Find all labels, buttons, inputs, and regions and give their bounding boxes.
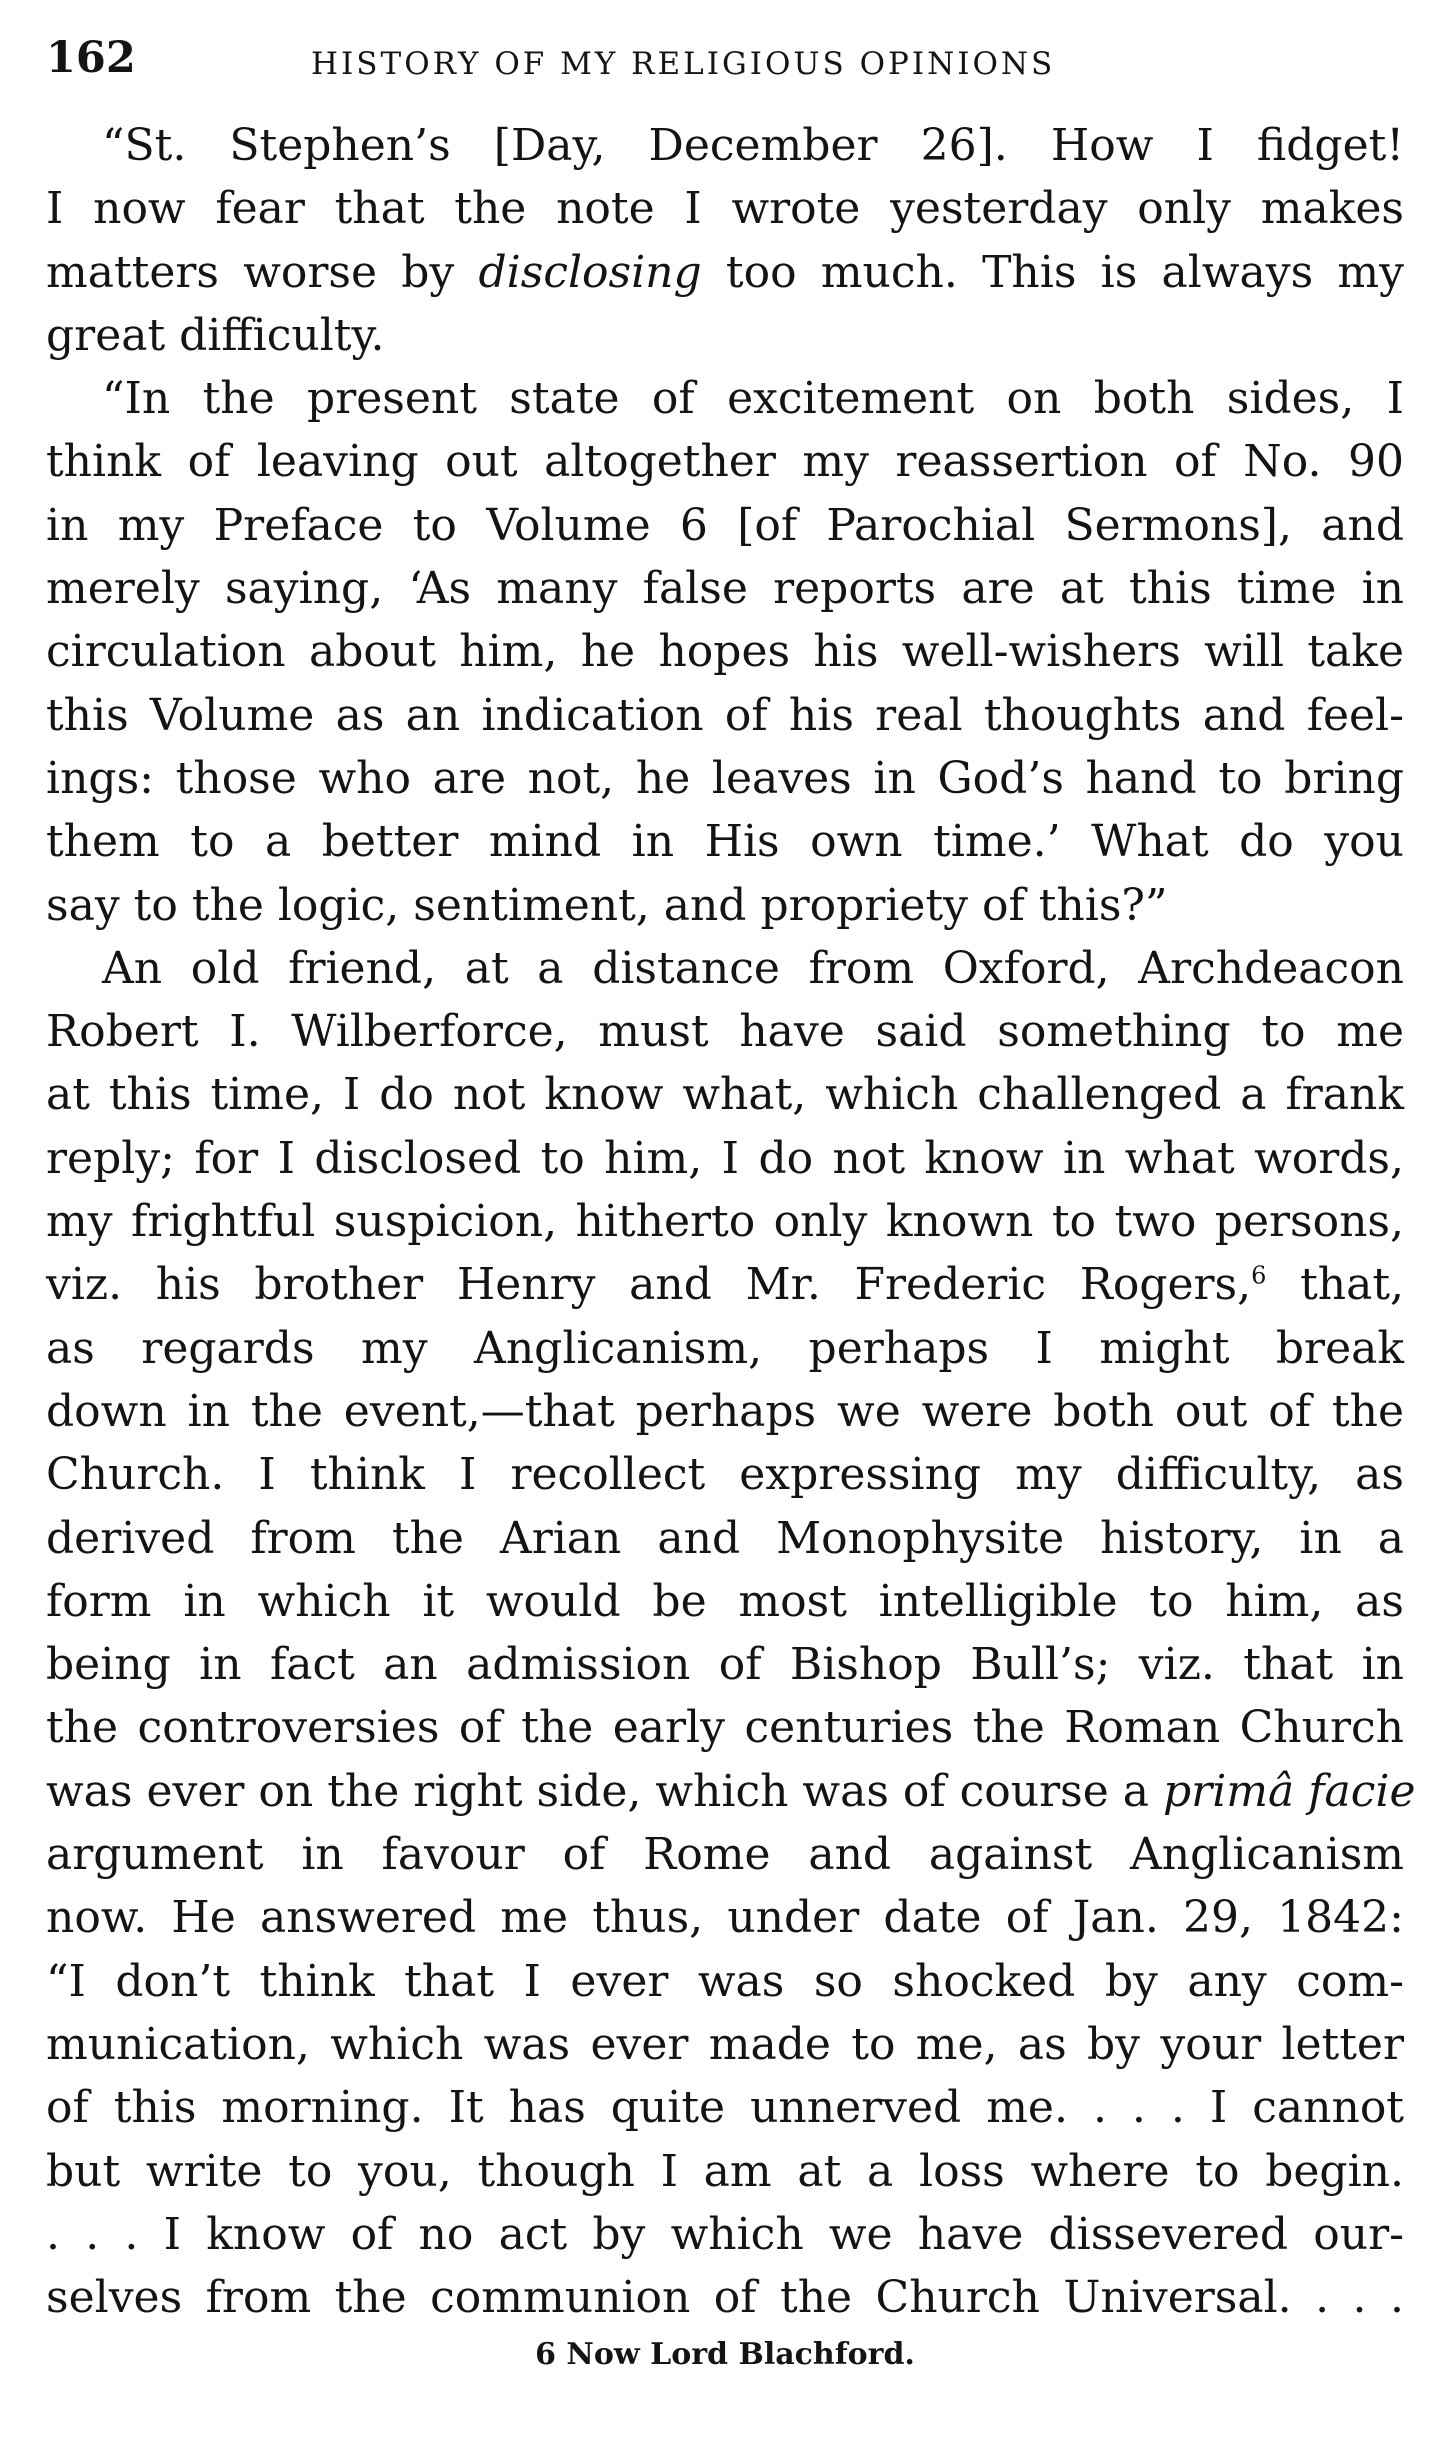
text-line: matters worse by disclosing too much. This is always my — [46, 246, 1404, 298]
text-line: but write to you, though I am at a loss where to begin. — [46, 2145, 1404, 2197]
text-line: being in fact an admission of Bishop Bull’s; viz. that in — [46, 1639, 1404, 1691]
text-line: reply; for I disclosed to him, I do not know in what words, — [46, 1132, 1404, 1184]
text-line: merely saying, ‘As many false reports are at this time in — [46, 563, 1404, 615]
text-line: them to a better mind in His own time.’ What do you — [46, 816, 1404, 868]
text-line: now. He answered me thus, under date of Jan. 29, 1842: — [46, 1892, 1404, 1944]
text-line: selves from the communion of the Church Universal. . . . — [46, 2272, 1404, 2324]
text-line: was ever on the right side, which was of course a primâ facie — [46, 1765, 1416, 1817]
text-line: munication, which was ever made to me, as by your letter — [46, 2018, 1404, 2070]
text-line: viz. his brother Henry and Mr. Frederic Rogers,$^6$ that, — [46, 1259, 1404, 1311]
text-line: Church. I think I recollect expressing my difficulty, as — [46, 1449, 1404, 1501]
italic-phrase: primâ facie — [1163, 1765, 1416, 1817]
text-line: argument in favour of Rome and against Anglicanism — [46, 1829, 1404, 1881]
text-line: form in which it would be most intelligible to him, as — [46, 1575, 1404, 1627]
running-head — [46, 30, 1404, 86]
page-number: 162 — [46, 33, 136, 83]
text-line: “In the present state of excitement on both sides, I — [102, 373, 1404, 425]
text-line: An old friend, at a distance from Oxford, Archdeacon — [102, 942, 1404, 994]
text-line: down in the event,—that perhaps we were both out of the — [46, 1385, 1404, 1437]
text-line: think of leaving out altogether my reassertion of No. 90 — [46, 436, 1404, 488]
italic-word: disclosing — [478, 246, 702, 298]
text-line: derived from the Arian and Monophysite history, in a — [46, 1512, 1404, 1564]
text-line: . . . I know of no act by which we have dissevered our- — [46, 2208, 1404, 2260]
book-page — [46, 30, 1416, 2377]
body-text — [46, 114, 1416, 2329]
text-line: great difficulty. — [46, 309, 385, 361]
text-line: I now fear that the note I wrote yesterday only makes — [46, 183, 1404, 235]
footnote-marker: 6 — [1251, 1261, 1267, 1290]
text-line: the controversies of the early centuries the Roman Church — [46, 1702, 1404, 1754]
text-line: say to the logic, sentiment, and propriety of this?” — [46, 879, 1168, 931]
text-line: of this morning. It has quite unnerved me. . . . I cannot — [46, 2082, 1404, 2134]
text-line: at this time, I do not know what, which challenged a frank — [46, 1069, 1404, 1121]
text-line: ings: those who are not, he leaves in God’s hand to bring — [46, 752, 1404, 804]
text-line: “St. Stephen’s [Day, December 26]. How I fidget! — [102, 120, 1404, 171]
text-line: circulation about him, he hopes his well-wishers will take — [46, 626, 1404, 678]
text-line: Robert I. Wilberforce, must have said something to me — [46, 1006, 1404, 1058]
text-line: in my Preface to Volume 6 [of Parochial Sermons], and — [46, 499, 1404, 551]
text-line: this Volume as an indication of his real thoughts and feel- — [46, 689, 1404, 741]
running-title: HISTORY OF MY RELIGIOUS OPINIONS — [311, 46, 1056, 82]
text-line: my frightful suspicion, hitherto only known to two persons, — [46, 1196, 1404, 1248]
text-line: “I don’t think that I ever was so shocked by any com- — [46, 1955, 1404, 2007]
footnote: 6 Now Lord Blachford. — [535, 2337, 915, 2373]
text-line: as regards my Anglicanism, perhaps I might break — [46, 1322, 1404, 1374]
